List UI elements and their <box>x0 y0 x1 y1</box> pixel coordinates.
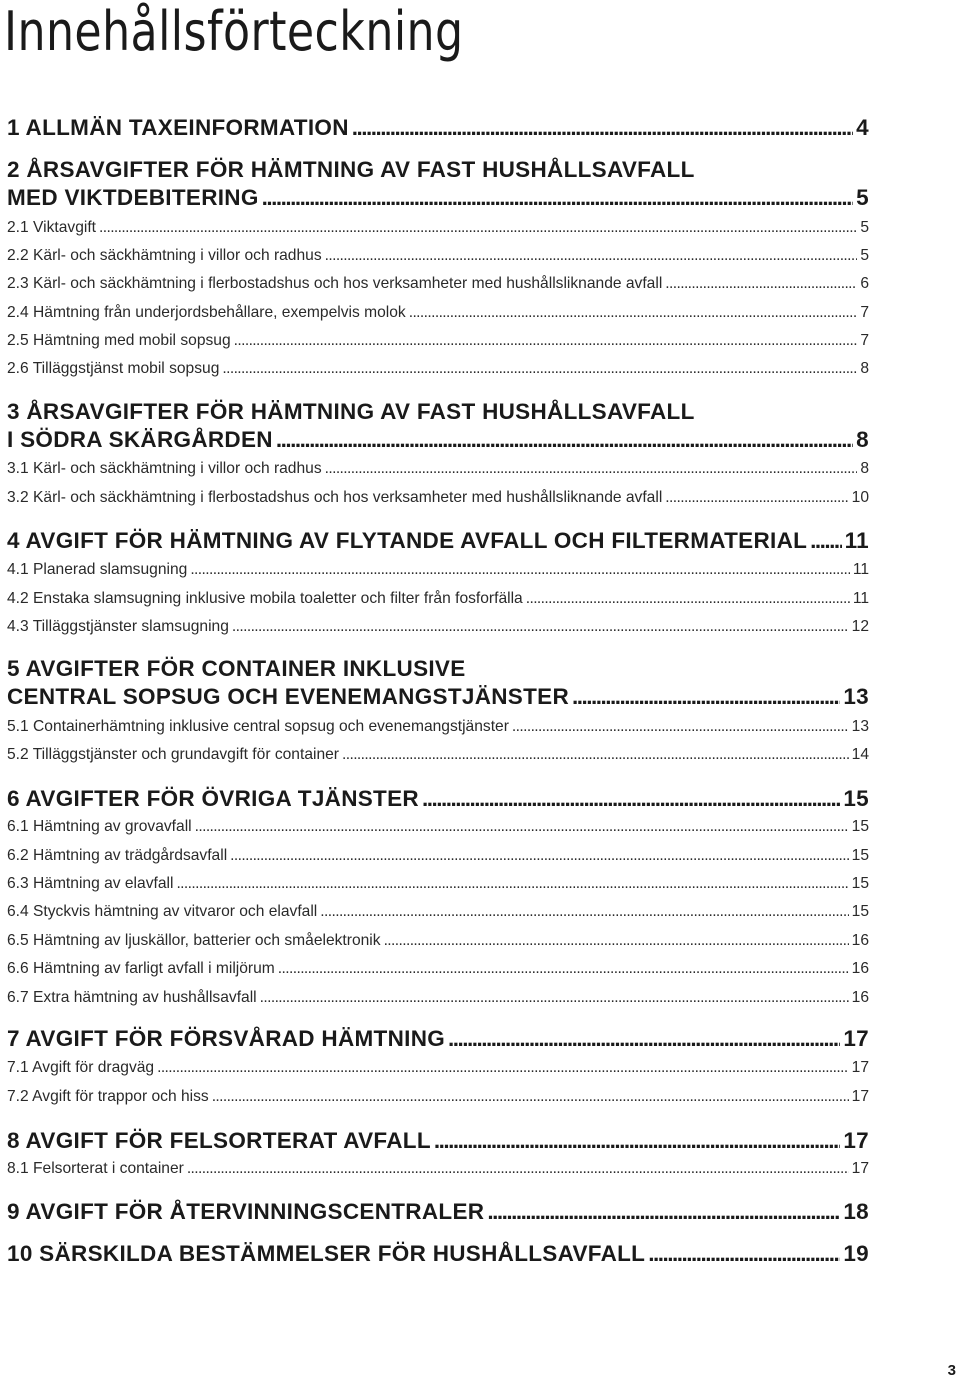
toc-entry-label: 7.1 Avgift för dragväg <box>7 1059 155 1076</box>
dot-leader <box>434 1127 840 1155</box>
toc-entry[interactable] <box>7 559 869 581</box>
toc-entry-page-number: 19 <box>843 1241 869 1266</box>
dot-leader <box>448 1025 840 1053</box>
dot-leader <box>487 1198 840 1226</box>
toc-entry-page-number: 16 <box>851 989 869 1006</box>
dot-leader <box>230 845 848 867</box>
toc-entry-label: 10 SÄRSKILDA BESTÄMMELSER FÖR HUSHÅLLSAVFALL <box>7 1241 646 1266</box>
toc-entry-label: 3.2 Kärl- och säckhämtning i flerbostadshus och hos verksamheter med hushållsliknande avfall <box>7 489 663 506</box>
toc-entry-label: 2.6 Tilläggstjänst mobil sopsug <box>7 360 220 377</box>
toc-entry-page-number: 8 <box>856 427 869 452</box>
toc-entry-label: 8 AVGIFT FÖR FELSORTERAT AVFALL <box>7 1128 431 1153</box>
dot-leader <box>342 744 849 766</box>
dot-leader <box>409 302 858 324</box>
toc-entry-page-number: 13 <box>843 684 869 709</box>
toc-entry[interactable] <box>7 398 869 454</box>
dot-leader <box>422 785 840 813</box>
toc-entry-label: 1 ALLMÄN TAXEINFORMATION <box>7 115 349 140</box>
toc-entry[interactable] <box>7 217 869 239</box>
dot-leader <box>260 987 849 1009</box>
toc-entry-label: 2.3 Kärl- och säckhämtning i flerbostadshus och hos verksamheter med hushållsliknande avfall <box>7 275 663 292</box>
toc-entry[interactable] <box>7 1127 869 1155</box>
toc-entry-page-number: 14 <box>851 746 869 763</box>
toc-entry[interactable] <box>7 358 869 380</box>
toc-entry-page-number: 5 <box>856 185 869 210</box>
dot-leader <box>352 114 853 142</box>
toc-entry-label: 5.1 Containerhämtning inklusive central sopsug och evenemangstjänster <box>7 718 509 735</box>
toc-entry[interactable] <box>7 156 869 212</box>
toc-entry-title-line: 2 ÅRSAVGIFTER FÖR HÄMTNING AV FAST HUSHÅLLSAVFALL <box>7 157 695 182</box>
toc-entry-label: 2.2 Kärl- och säckhämtning i villor och radhus <box>7 247 322 264</box>
toc-entry-page-number: 4 <box>856 115 869 140</box>
toc-entry-label: 4 AVGIFT FÖR HÄMTNING AV FLYTANDE AVFALL OCH FILTERMATERIAL <box>7 528 808 553</box>
toc-entry[interactable] <box>7 245 869 267</box>
toc-entry-label: I SÖDRA SKÄRGÅRDEN <box>7 427 273 452</box>
toc-entry-page-number: 10 <box>851 489 869 506</box>
toc-entry[interactable] <box>7 1240 869 1268</box>
toc-entry-page-number: 15 <box>851 847 869 864</box>
dot-leader <box>99 217 857 239</box>
toc-entry-label: 2.1 Viktavgift <box>7 219 96 236</box>
dot-leader <box>232 616 849 638</box>
toc-entry-label: 4.3 Tilläggstjänster slamsugning <box>7 618 229 635</box>
toc-entry[interactable] <box>7 1025 869 1053</box>
toc-entry[interactable] <box>7 1057 869 1079</box>
toc-entry-label: 6 AVGIFTER FÖR ÖVRIGA TJÄNSTER <box>7 786 419 811</box>
toc-entry-label: 7.2 Avgift för trappor och hiss <box>7 1088 209 1105</box>
toc-entry-label: 4.2 Enstaka slamsugning inklusive mobila toaletter och filter från fosforfälla <box>7 590 523 607</box>
toc-entry[interactable] <box>7 655 869 711</box>
dot-leader <box>384 930 849 952</box>
toc-entry-page-number: 13 <box>851 718 869 735</box>
dot-leader <box>572 683 840 711</box>
toc-entry-label: 6.2 Hämtning av trädgårdsavfall <box>7 847 228 864</box>
dot-leader <box>810 527 841 555</box>
toc-entry[interactable] <box>7 1158 869 1180</box>
toc-entry[interactable] <box>7 330 869 352</box>
toc-entry-page-number: 15 <box>851 818 869 835</box>
toc-entry[interactable] <box>7 458 869 480</box>
dot-leader <box>212 1086 849 1108</box>
toc-entry-label: CENTRAL SOPSUG OCH EVENEMANGSTJÄNSTER <box>7 684 569 709</box>
toc-entry[interactable] <box>7 873 869 895</box>
toc-entry-title-line: 5 AVGIFTER FÖR CONTAINER INKLUSIVE <box>7 656 466 681</box>
dot-leader <box>262 184 854 212</box>
toc-entry-label: 6.4 Styckvis hämtning av vitvaror och elavfall <box>7 903 318 920</box>
toc-entry[interactable] <box>7 487 869 509</box>
dot-leader <box>325 245 858 267</box>
toc-entry[interactable] <box>7 273 869 295</box>
dot-leader <box>512 716 849 738</box>
toc-entry-page-number: 17 <box>843 1026 869 1051</box>
toc-entry-page-number: 17 <box>851 1160 869 1177</box>
toc-entry-label: 8.1 Felsorterat i container <box>7 1160 184 1177</box>
toc-entry-label: 9 AVGIFT FÖR ÅTERVINNINGSCENTRALER <box>7 1199 485 1224</box>
toc-entry[interactable] <box>7 785 869 813</box>
toc-entry[interactable] <box>7 845 869 867</box>
toc-entry-label: 6.1 Hämtning av grovavfall <box>7 818 192 835</box>
dot-leader <box>665 273 857 295</box>
toc-entry[interactable] <box>7 1198 869 1226</box>
toc-entry-page-number: 8 <box>860 360 869 377</box>
toc-entry-page-number: 16 <box>851 932 869 949</box>
toc-entry-label: 7 AVGIFT FÖR FÖRSVÅRAD HÄMTNING <box>7 1026 446 1051</box>
dot-leader <box>320 901 848 923</box>
dot-leader <box>190 559 850 581</box>
dot-leader <box>187 1158 849 1180</box>
dot-leader <box>665 487 848 509</box>
toc-entry[interactable] <box>7 616 869 638</box>
toc-entry-page-number: 18 <box>843 1199 869 1224</box>
toc-entry-page-number: 5 <box>860 247 869 264</box>
toc-entry[interactable] <box>7 302 869 324</box>
toc-entry[interactable] <box>7 588 869 610</box>
toc-entry-page-number: 17 <box>843 1128 869 1153</box>
page-title: Innehållsförteckning <box>4 0 464 63</box>
toc-entry-page-number: 8 <box>860 460 869 477</box>
toc-entry-page-number: 11 <box>852 590 869 607</box>
toc-entry-page-number: 12 <box>851 618 869 635</box>
toc-entry[interactable] <box>7 716 869 738</box>
toc-entry-title-line: 3 ÅRSAVGIFTER FÖR HÄMTNING AV FAST HUSHÅLLSAVFALL <box>7 399 695 424</box>
dot-leader <box>276 426 853 454</box>
dot-leader <box>648 1240 840 1268</box>
toc-entry-page-number: 15 <box>843 786 869 811</box>
toc-entry-page-number: 17 <box>851 1088 869 1105</box>
dot-leader <box>325 458 858 480</box>
toc-entry-label: 2.4 Hämtning från underjordsbehållare, exempelvis molok <box>7 304 406 321</box>
toc-entry-label: 6.5 Hämtning av ljuskällor, batterier och småelektronik <box>7 932 381 949</box>
dot-leader <box>222 358 857 380</box>
dot-leader <box>526 588 850 610</box>
toc-entry[interactable] <box>7 816 869 838</box>
toc-entry-page-number: 6 <box>860 275 869 292</box>
dot-leader <box>157 1057 849 1079</box>
dot-leader <box>278 958 849 980</box>
dot-leader <box>195 816 849 838</box>
toc-entry[interactable] <box>7 114 869 142</box>
dot-leader <box>234 330 858 352</box>
toc-entry-label: 4.1 Planerad slamsugning <box>7 561 188 578</box>
toc-entry[interactable] <box>7 1086 869 1108</box>
toc-entry[interactable] <box>7 744 869 766</box>
toc-entry-page-number: 7 <box>860 304 869 321</box>
toc-entry-page-number: 5 <box>860 219 869 236</box>
toc-entry-label: 6.6 Hämtning av farligt avfall i miljörum <box>7 960 275 977</box>
toc-entry-page-number: 15 <box>851 875 869 892</box>
toc-entry-page-number: 17 <box>851 1059 869 1076</box>
dot-leader <box>176 873 848 895</box>
toc-entry[interactable] <box>7 987 869 1009</box>
toc-entry-page-number: 15 <box>851 903 869 920</box>
toc-entry-label: 6.7 Extra hämtning av hushållsavfall <box>7 989 257 1006</box>
toc-entry[interactable] <box>7 930 869 952</box>
toc-entry-page-number: 11 <box>844 528 869 553</box>
toc-entry-label: 3.1 Kärl- och säckhämtning i villor och radhus <box>7 460 322 477</box>
toc-entry[interactable] <box>7 527 869 555</box>
toc-entry[interactable] <box>7 901 869 923</box>
toc-entry-label: 2.5 Hämtning med mobil sopsug <box>7 332 231 349</box>
page-number: 3 <box>947 1362 956 1379</box>
toc-entry-page-number: 7 <box>860 332 869 349</box>
toc-entry-label: 6.3 Hämtning av elavfall <box>7 875 174 892</box>
toc-entry-label: 5.2 Tilläggstjänster och grundavgift för container <box>7 746 339 763</box>
toc-entry-page-number: 16 <box>851 960 869 977</box>
toc-entry-label: MED VIKTDEBITERING <box>7 185 259 210</box>
toc-entry-page-number: 11 <box>852 561 869 578</box>
toc-entry[interactable] <box>7 958 869 980</box>
